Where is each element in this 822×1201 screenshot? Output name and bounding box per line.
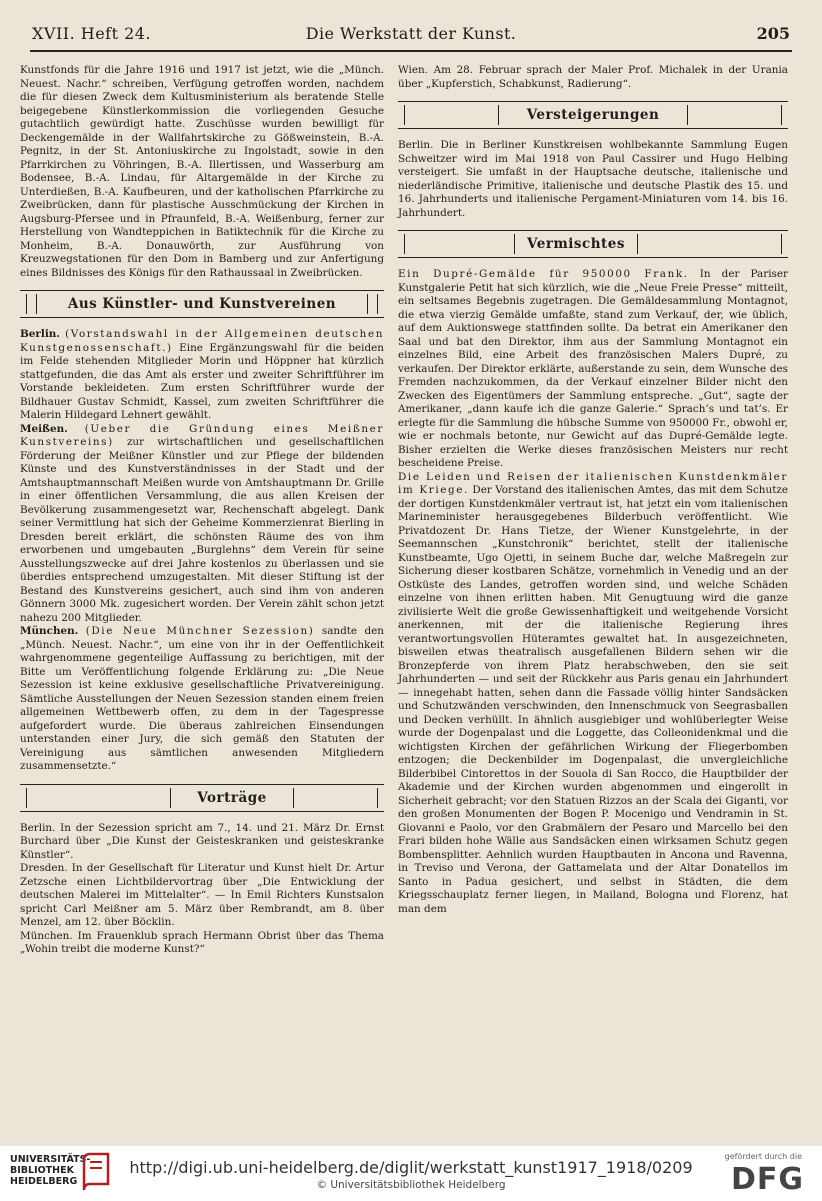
right-column bbox=[398, 64, 788, 916]
permalink-url[interactable]: http://digi.ub.uni-heidelberg.de/diglit/werkstatt_kunst1917_1918/0209 bbox=[129, 1158, 693, 1177]
text-muenchen: sandte den „Münch. Neuest. Nachr.“, um eine von ihr in der Oeffentlichkeit wahrgenommene gegenteilige Auffassung zu berichtigen, mit der Bitte um Veröffentlichung folgende Erklärung zu: „Die Neue Sezession ist keine exklusive gesellschaftliche Privatvereinigung. Sämtliche Ausstellungen der Neuen Sezession standen einem freien allgemeinen Wettbewerb offen, zu dem in der Tagespresse aufgefordert wurde. Die überaus zahlreichen Einsendungen unterstanden einer Jury, die sich gemäß den Statuten der Vereinigung aus sämtlichen anwesenden Mitgliedern zusammensetzte.“ bbox=[20, 625, 384, 772]
heading-ornament-right bbox=[377, 788, 378, 808]
page-number: 205 bbox=[756, 24, 790, 43]
paragraph-kunstdenkmaeler bbox=[398, 471, 788, 917]
heading-ornament-left bbox=[404, 234, 405, 254]
heading-dupre: Ein Dupré-Gemälde für 950000 Frank. bbox=[398, 268, 689, 280]
lecture-muenchen: München. Im Frauenklub sprach Hermann Obrist über das Thema „Wohin treibt die moderne Kunst?“ bbox=[20, 929, 384, 955]
paragraph-berlin bbox=[20, 328, 384, 423]
section-title-vermischtes: Vermischtes bbox=[514, 234, 638, 254]
paragraph-muenchen bbox=[20, 625, 384, 774]
place-meissen: Meißen. bbox=[20, 422, 68, 435]
lecture-wien: Wien. Am 28. Februar sprach der Maler Prof. Michalek in der Urania über „Kupferstich, Schabkunst, Radierung“. bbox=[398, 64, 788, 90]
text-kunstdenkmaeler: Der Vorstand des italienischen Amtes, das mit dem Schutze der dortigen Kunstdenkmäler vertraut ist, hat jetzt ein vom italienischen Marineminister herausgegebenes Bilderbuch veröffentlicht. Wie Privatdozent Dr. Hans Tietze, der Wiener Kunstgelehrte, in der Seemannschen „Kunstchronik“ berichtet, stellt der italienische Kunstbeamte, Ugo Ojetti, in seinem Buche dar, welche Maßregeln zur Sicherung dieser kostbaren Schätze, vornehmlich in Venedig und an der Ostküste des Landes, getroffen worden sind, und welche Schäden einzelne von ihnen erlitten haben. Mit Genugtuung wird die ganze zivilisierte Welt die große Gewissenhaftigkeit und weitgehende Vorsicht anerkennen, mit der die italienische Regierung ihres verantwortungsvollen Hüteramtes gewaltet hat. In ausgezeichneten, bisweilen etwas theatralisch ausgefallenen Bildern sehen wir die Bronzepferde von ihrem Platz herabschweben, den sie seit Jahrhunderten — und seit der Rückkehr aus Paris genau ein Jahrhundert — innegehabt hatten, sehen dann die Fassade völlig hinter Sandsäcken und Schutzwänden verschwinden, den Innenschmuck von Seegrasballen und Decken verhüllt. In ähnlich ausgiebiger und wohlüberlegter Weise wurde der Dogenpalast und die Loggette, das Colleonidenkmal und die wichtigsten Kirchen der gefährlichen Wirkung der Fliegerbomben entzogen; die Deckenbilder im Dogenpalast, die unvergleichliche Bilderbibel Cintorettos in der Souola di San Rocco, die Hauptbilder der Akademie und der Kirchen wurden abgenommen und eingerollt in Sicherheit gebracht; vor den Statuen Rizzos an der Scala dei Giganti, vor den großen Monumenten der Bogen P. Mocenigo und Vendramin in St. Giovanni e Paolo, vor den Grabmälern der Pesaro und Marcello bei den Frari bilden hohe Wälle aus Sandsäcken einen wirksamen Schutz gegen Bombensplitter. Aehnlich wurden Hauptbauten in Ancona und Ravenna, in Treviso und Verona, der Gattamelata und der Altar Donatellos im Santo in Padua gesichert, und selbst in Städten, die dem Kriegsschauplatz ferner liegen, in Mailand, Bologna und Florenz, hat man dem bbox=[398, 484, 788, 915]
section-heading-vermischtes bbox=[398, 230, 788, 258]
copyright-notice: © Universitätsbibliothek Heidelberg bbox=[316, 1179, 506, 1191]
heading-meissen: (Ueber die Gründung eines Meißner Kunstvereins) bbox=[20, 422, 384, 448]
lecture-berlin: Berlin. In der Sezession spricht am 7., 14. und 21. März Dr. Ernst Burchard über „Die Kunst der Geisteskranken und geisteskranke Künstler“. bbox=[20, 821, 384, 861]
dfg-logo: DFG bbox=[730, 1162, 804, 1197]
paragraph-auction-berlin: Berlin. Die in Berliner Kunstkreisen wohlbekannte Sammlung Eugen Schweitzer wird im Mai 1918 von Paul Cassirer und Hugo Helbing versteigert. Sie umfaßt in der Hauptsache deutsche, italienische und niederländische Primitive, italienische und deutsche Plastik des 15. und 16. Jahrhunderts und italienische Pergament-Miniaturen vom 14. bis 16. Jahrhundert. bbox=[398, 139, 788, 219]
journal-title: Die Werkstatt der Kunst. bbox=[305, 24, 517, 43]
heading-ornament-right bbox=[377, 294, 378, 314]
text-dupre: In der Pariser Kunstgalerie Petit hat sich kürzlich, wie die „Neue Freie Presse“ mitteilt, ein seltsames Begebnis zugetragen. Die Gemäldesammlung Montagnot, die etwa vierzig Gemälde umfaßte, stand zum Verkauf, der, wie üblich, auf dem Auktionswege stattfinden sollte. Da betrat ein Amerikaner den Saal und bat den Direktor, ihm aus der Sammlung Montagnot ein einzelnes Bild, eine Arbeit des französischen Malers Dupré, zu verkaufen. Der Direktor erklärte, außerstande zu sein, dem Wunsche des Fremden nachzukommen, da der Verkauf einzelner Bilder nicht den Zwecken des Eigentümers der Sammlung entspreche. „Gut“, sagte der Amerikaner, „dann kaufe ich die ganze Galerie.“ Sprach’s und tat’s. Er erlegte für die Sammlung die hübsche Summe von 950000 Fr., obwohl er, wie er nochmals betonte, nur Gewicht auf das Dupré-Gemälde legte. Bisher erzielten die Werke dieses französischen Meisters nur recht bescheidene Preise. bbox=[398, 268, 788, 469]
issue-label: XVII. Heft 24. bbox=[32, 24, 152, 43]
place-berlin: Berlin. bbox=[20, 328, 60, 340]
left-column bbox=[20, 64, 384, 957]
paragraph-kunstfonds: Kunstfonds für die Jahre 1916 und 1917 ist jetzt, wie die „Münch. Neuest. Nachr.“ schreiben, Verfügung getroffen worden, nachdem die für diesen Zweck dem Kultusministerium als beratende Stelle beigegebene Künstlerkommission die vorliegenden Gesuche gutachtlich gewürdigt hatte. Zuschüsse wurden bewilligt für Deckengemälde in der Wallfahrtskirche zu Gößweinstein, B.-A. Pegnitz, in der St. Antoniuskirche zu Ingolstadt, sowie in den Pfarrkirchen zu Vöhringen, B.-A. Illertissen, und Wasserburg am Bodensee, B.-A. Lindau, für Altargemälde in der Kirche zu Unterdießen, B.-A. Kaufbeuren, und der katholischen Pfarrkirche zu Zweibrücken, dann für plastische Ausschmückung der Kirchen in Augsburg-Pfersee und in Pfraunfeld, B.-A. Weißenburg, ferner zur Herstellung von Wandteppichen in Batiktechnik für die Kirche zu Monheim, B.-A. Donauwörth, zur Ausführung von Kreuzwegstationen für den Dom in Bamberg und zur Anfertigung eines Bildnisses des Königs für den Rathaussaal in Zweibrücken. bbox=[20, 64, 384, 279]
library-name: UNIVERSITÄTS- BIBLIOTHEK HEIDELBERG bbox=[10, 1154, 91, 1187]
heading-ornament-left bbox=[26, 294, 27, 314]
header-rule bbox=[30, 50, 792, 52]
section-heading-versteigerungen bbox=[398, 101, 788, 129]
lecture-dresden: Dresden. In der Gesellschaft für Literatur und Kunst hielt Dr. Artur Zetzsche einen Lichtbildervortrag über „Die Entwicklung der deutschen Malerei im Mittelalter“. — In Emil Richters Kunstsalon spricht Carl Meißner am 5. März über Rembrandt, am 8. über Menzel, am 12. über Böcklin. bbox=[20, 862, 384, 928]
text-berlin: Eine Ergänzungswahl für die beiden im Felde stehenden Mitglieder Morin und Höppner hat kürzlich stattgefunden, die das Amt als erster und zweiter Schriftführer im Vorstande bekleideten. Zum ersten Schriftführer wurde der Bildhauer Gustav Schmidt, Kassel, zum zweiten Schriftführer die Malerin Hildegard Lehnert gewählt. bbox=[20, 341, 384, 421]
paragraph-dupre bbox=[398, 268, 788, 471]
section-title-kuenstlervereine: Aus Künstler- und Kunstvereinen bbox=[36, 294, 368, 314]
heading-kunstdenkmaeler: Die Leiden und Reisen der italienischen Kunstdenkmäler im Kriege. bbox=[398, 470, 788, 496]
heading-muenchen: (Die Neue Münchner Sezession) bbox=[85, 625, 315, 637]
funding-caption: gefördert durch die bbox=[724, 1152, 802, 1161]
section-heading-vortraege bbox=[20, 784, 384, 812]
heading-ornament-left bbox=[404, 105, 405, 125]
section-title-vortraege: Vorträge bbox=[170, 788, 294, 808]
place-muenchen: München. bbox=[20, 625, 79, 637]
heading-ornament-right bbox=[781, 234, 782, 254]
heading-berlin: (Vorstandswahl in der Allgemeinen deutschen Kunstgenossenschaft.) bbox=[20, 328, 384, 354]
heading-ornament-right bbox=[781, 105, 782, 125]
heading-ornament-left bbox=[26, 788, 27, 808]
viewer-footer bbox=[0, 1146, 822, 1201]
section-heading-kuenstlervereine bbox=[20, 290, 384, 318]
section-title-versteigerungen: Versteigerungen bbox=[498, 105, 688, 125]
running-head bbox=[32, 24, 790, 48]
paragraph-meissen bbox=[20, 423, 384, 626]
text-meissen: zur wirtschaftlichen und gesellschaftlichen Förderung der Meißner Künstler und zur Pflege der bildenden Künste und des Kunstverständnisses in der Stadt und der Amtshauptmannschaft Meißen wurde von Amtshauptmann Dr. Grille in einer öffentlichen Versammlung, die aus allen Kreisen der Bevölkerung zusammengesetzt war, Rechenschaft abgelegt. Dank seiner Vermittlung hat sich der Geheime Kommerzienrat Bierling in Dresden bereit erklärt, die schönsten Räume des von ihm erworbenen und umgebauten „Burglehns“ dem Verein für seine Ausstellungszwecke auf drei Jahre kostenlos zu überlassen und sie überdies entsprechend umzugestalten. Mit dieser Stiftung ist der Bestand des Kunstvereins gesichert, auch sind ihm von anderen Gönnern 3000 Mk. zugesichert worden. Der Verein zählt schon jetzt nahezu 200 Mitglieder. bbox=[20, 436, 384, 624]
